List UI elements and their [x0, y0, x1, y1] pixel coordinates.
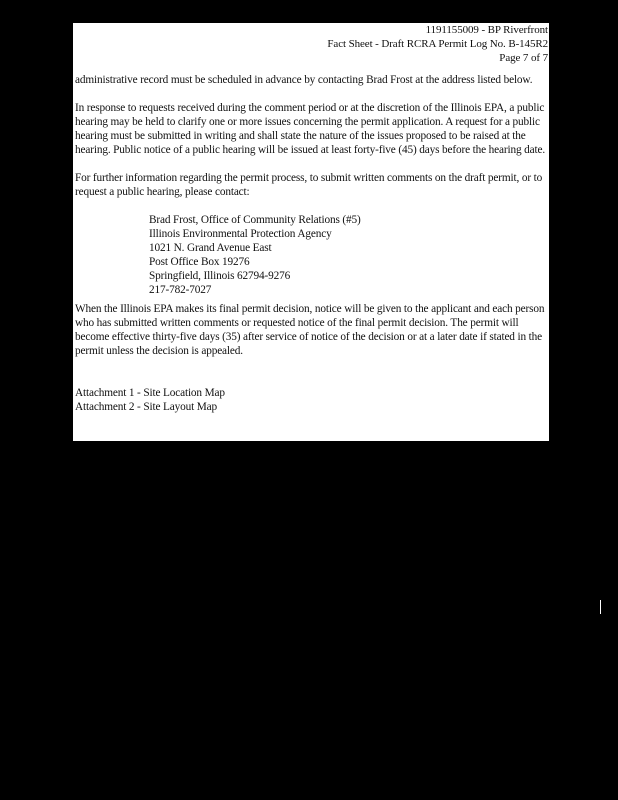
attachment-item: Attachment 2 - Site Layout Map	[75, 401, 218, 413]
page-number: Page 7 of 7	[499, 52, 548, 64]
scan-artifact-line	[600, 600, 601, 614]
facility-id-line: 1191155009 - BP Riverfront	[425, 24, 548, 36]
contact-address-block	[149, 213, 549, 297]
page-header	[327, 23, 548, 65]
document-page	[73, 23, 549, 441]
contact-agency: Illinois Environmental Protection Agency	[149, 228, 332, 240]
paragraph-administrative-record: administrative record must be scheduled in advance by contacting Brad Frost at the address listed below.	[75, 74, 533, 86]
paragraph-final-decision: When the Illinois EPA makes its final permit decision, notice will be given to the applicant and each person who has submitted written comments or requested notice of the final permit decision. The permit will become effective thirty-five days (35) after service of notice of the decision or at a later date if stated in the permit unless the decision is appealed.	[75, 303, 545, 357]
paragraph-public-hearing: In response to requests received during the comment period or at the discretion of the Illinois EPA, a public hearing may be held to clarify one or more issues concerning the permit application. A request for a public hearing must be submitted in writing and shall state the nature of the issues proposed to be raised at the hearing. Public notice of a public hearing will be issued at least forty-five (45) days before the hearing date.	[75, 102, 546, 156]
contact-name: Brad Frost, Office of Community Relations (#5)	[149, 214, 361, 226]
paragraph-further-information: For further information regarding the permit process, to submit written comments on the draft permit, or to request a public hearing, please contact:	[75, 172, 543, 198]
contact-street: 1021 N. Grand Avenue East	[149, 242, 272, 254]
document-body	[75, 73, 549, 414]
fact-sheet-title-line: Fact Sheet - Draft RCRA Permit Log No. B-145R2	[327, 38, 548, 50]
contact-po-box: Post Office Box 19276	[149, 256, 250, 268]
contact-phone: 217-782-7027	[149, 284, 212, 296]
contact-city: Springfield, Illinois 62794-9276	[149, 270, 291, 282]
attachment-item: Attachment 1 - Site Location Map	[75, 387, 225, 399]
attachments-list	[75, 386, 549, 414]
